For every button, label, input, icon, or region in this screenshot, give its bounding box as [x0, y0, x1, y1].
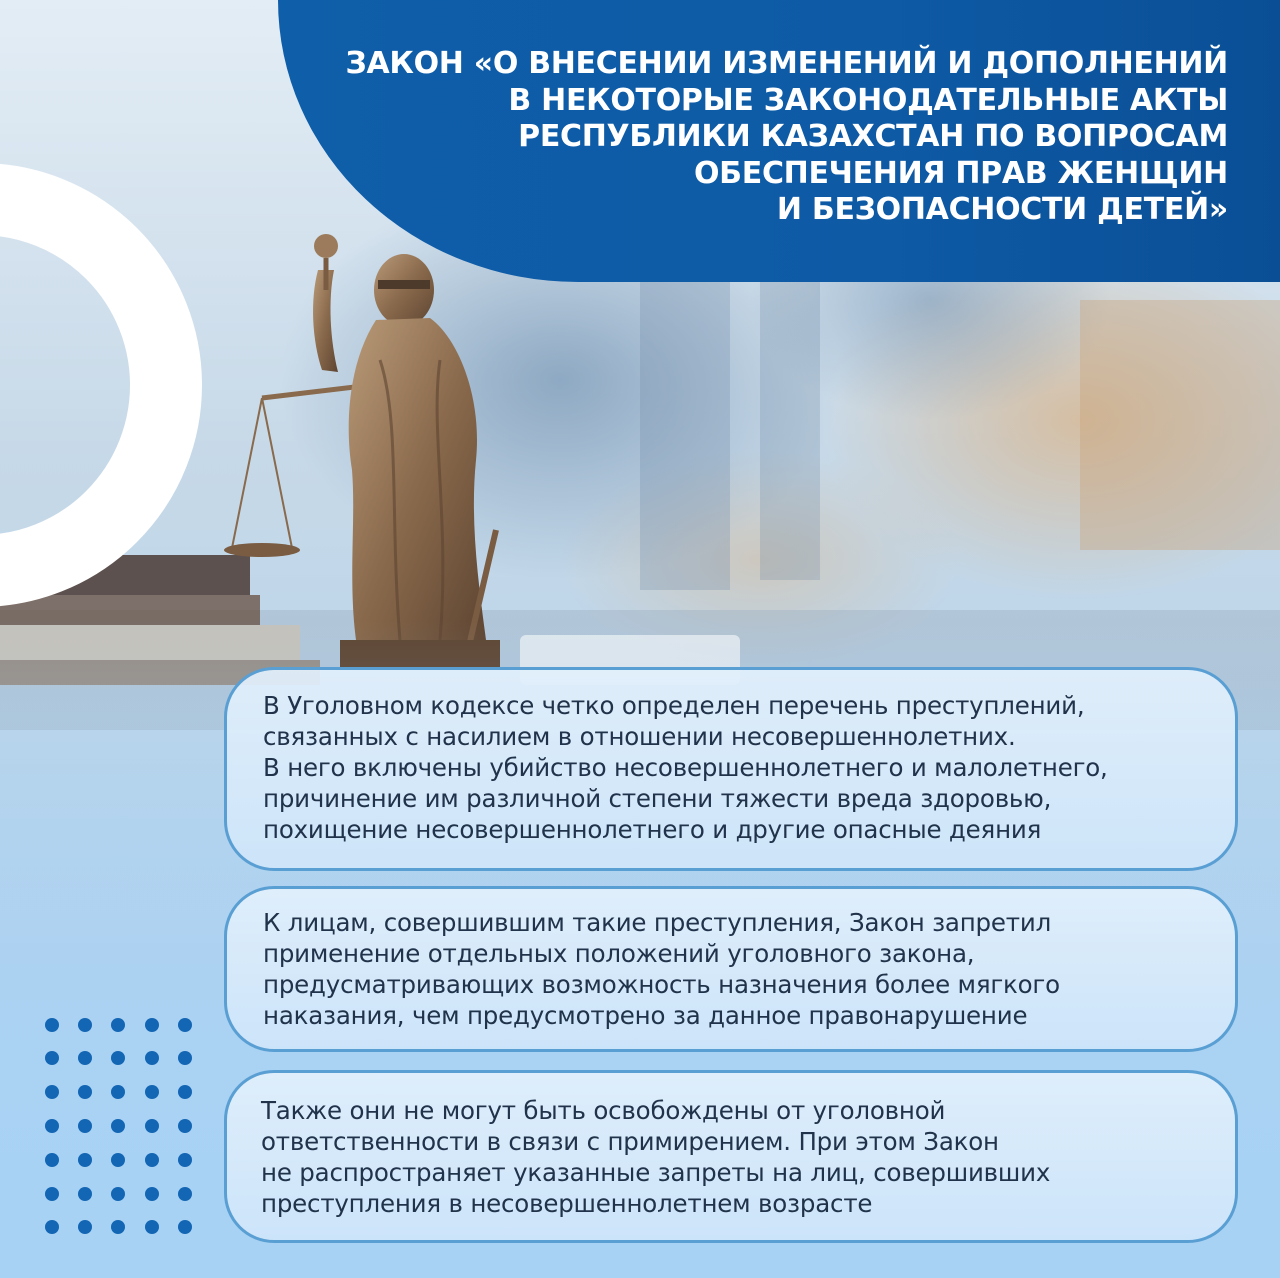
title-line: В НЕКОТОРЫЕ ЗАКОНОДАТЕЛЬНЫЕ АКТЫ — [508, 82, 1228, 118]
card-text-line: не распространяет указанные запреты на лиц, совершивших — [261, 1158, 1051, 1187]
card-text-line: связанных с насилием в отношении несовершеннолетних. — [263, 722, 1016, 751]
info-card-crimes-list — [224, 667, 1238, 871]
title-line: ОБЕСПЕЧЕНИЯ ПРАВ ЖЕНЩИН — [693, 155, 1228, 191]
card-text-line: В Уголовном кодексе четко определен перечень преступлений, — [263, 691, 1085, 720]
title-panel — [278, 0, 1280, 282]
info-card-reconciliation — [224, 1070, 1238, 1243]
card-text-line: похищение несовершеннолетнего и другие опасные деяния — [263, 815, 1042, 844]
card-text-line: В него включены убийство несовершеннолетнего и малолетнего, — [263, 753, 1108, 782]
card-text-line: К лицам, совершившим такие преступления, Закон запретил — [263, 908, 1052, 937]
info-card-lenient-punishment-ban — [224, 886, 1238, 1052]
card-text-line: Также они не могут быть освобождены от уголовной — [261, 1096, 946, 1125]
card-text-line: применение отдельных положений уголовного закона, — [263, 939, 975, 968]
card-text-line: причинение им различной степени тяжести вреда здоровью, — [263, 784, 1052, 813]
card-text-line: ответственности в связи с примирением. При этом Закон — [261, 1127, 999, 1156]
title-line: ЗАКОН «О ВНЕСЕНИИ ИЗМЕНЕНИЙ И ДОПОЛНЕНИЙ — [345, 46, 1228, 81]
title-line: РЕСПУБЛИКИ КАЗАХСТАН ПО ВОПРОСАМ — [518, 119, 1228, 154]
card-text-line: преступления в несовершеннолетнем возрасте — [261, 1189, 873, 1218]
card-text-line: предусматривающих возможность назначения более мягкого — [263, 970, 1060, 999]
card-text-line: наказания, чем предусмотрено за данное правонарушение — [263, 1001, 1028, 1030]
title-line: И БЕЗОПАСНОСТИ ДЕТЕЙ» — [776, 192, 1228, 227]
